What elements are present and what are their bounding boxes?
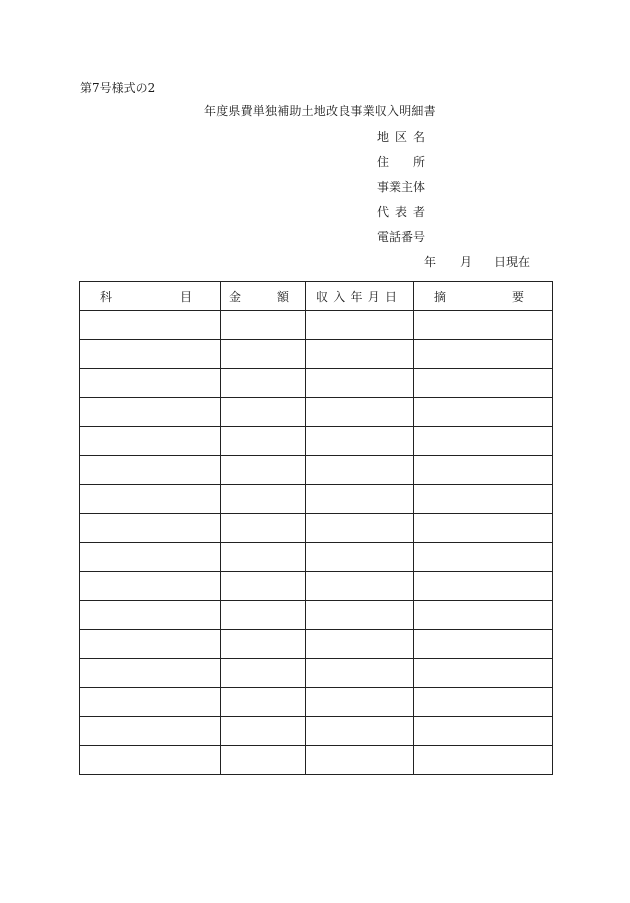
- cell-remarks: [414, 746, 553, 775]
- cell-receipt-date: [306, 485, 414, 514]
- cell-remarks: [414, 311, 553, 340]
- cell-receipt-date: [306, 572, 414, 601]
- cell-receipt-date: [306, 311, 414, 340]
- table-row: [80, 717, 553, 746]
- cell-subject: [80, 717, 221, 746]
- table-row: [80, 311, 553, 340]
- income-details-table: [79, 281, 553, 775]
- cell-amount: [221, 572, 306, 601]
- header-remarks: 摘要: [414, 282, 553, 311]
- header-amount: 金額: [221, 282, 306, 311]
- table-row: [80, 427, 553, 456]
- cell-remarks: [414, 572, 553, 601]
- applicant-fields: [377, 130, 527, 255]
- cell-remarks: [414, 688, 553, 717]
- cell-receipt-date: [306, 746, 414, 775]
- as-of-date: [420, 255, 530, 269]
- field-label: 事業主体: [377, 180, 426, 194]
- cell-amount: [221, 601, 306, 630]
- date-month-label: 月: [460, 255, 473, 269]
- cell-remarks: [414, 427, 553, 456]
- cell-subject: [80, 746, 221, 775]
- cell-receipt-date: [306, 514, 414, 543]
- cell-amount: [221, 717, 306, 746]
- cell-receipt-date: [306, 601, 414, 630]
- field-project-entity: [377, 180, 527, 205]
- cell-amount: [221, 427, 306, 456]
- table-row: [80, 746, 553, 775]
- cell-receipt-date: [306, 340, 414, 369]
- cell-subject: [80, 514, 221, 543]
- cell-remarks: [414, 485, 553, 514]
- cell-remarks: [414, 543, 553, 572]
- cell-amount: [221, 659, 306, 688]
- table-body: [80, 311, 553, 775]
- cell-receipt-date: [306, 456, 414, 485]
- cell-remarks: [414, 340, 553, 369]
- cell-subject: [80, 688, 221, 717]
- cell-remarks: [414, 630, 553, 659]
- cell-subject: [80, 369, 221, 398]
- cell-subject: [80, 630, 221, 659]
- cell-receipt-date: [306, 659, 414, 688]
- table-row: [80, 659, 553, 688]
- table-row: [80, 485, 553, 514]
- cell-receipt-date: [306, 427, 414, 456]
- table-row: [80, 543, 553, 572]
- table-row: [80, 340, 553, 369]
- cell-remarks: [414, 398, 553, 427]
- field-label: 地区名: [377, 130, 425, 144]
- cell-amount: [221, 456, 306, 485]
- form-number: 第7号様式の2: [80, 81, 156, 95]
- header-receipt-date: 収入年月日: [306, 282, 414, 311]
- table-row: [80, 688, 553, 717]
- cell-remarks: [414, 717, 553, 746]
- cell-amount: [221, 514, 306, 543]
- table-row: [80, 630, 553, 659]
- cell-subject: [80, 543, 221, 572]
- table-row: [80, 369, 553, 398]
- cell-amount: [221, 485, 306, 514]
- field-district-name: [377, 130, 527, 155]
- cell-subject: [80, 340, 221, 369]
- table-row: [80, 456, 553, 485]
- cell-remarks: [414, 659, 553, 688]
- field-label: 住所: [377, 155, 425, 169]
- cell-amount: [221, 630, 306, 659]
- document-title: 年度県費単独補助土地改良事業収入明細書: [204, 104, 436, 118]
- cell-subject: [80, 659, 221, 688]
- cell-remarks: [414, 456, 553, 485]
- date-year-label: 年: [424, 255, 437, 269]
- cell-subject: [80, 311, 221, 340]
- cell-subject: [80, 398, 221, 427]
- cell-receipt-date: [306, 717, 414, 746]
- cell-receipt-date: [306, 398, 414, 427]
- cell-amount: [221, 340, 306, 369]
- table-row: [80, 572, 553, 601]
- cell-remarks: [414, 514, 553, 543]
- cell-subject: [80, 485, 221, 514]
- field-address: [377, 155, 527, 180]
- table-row: [80, 514, 553, 543]
- cell-subject: [80, 601, 221, 630]
- cell-receipt-date: [306, 688, 414, 717]
- cell-amount: [221, 746, 306, 775]
- field-phone-number: [377, 230, 527, 255]
- cell-receipt-date: [306, 543, 414, 572]
- cell-subject: [80, 456, 221, 485]
- table-row: [80, 398, 553, 427]
- date-day-label: 日現在: [494, 255, 531, 269]
- cell-subject: [80, 427, 221, 456]
- table-header-row: [80, 282, 553, 311]
- cell-amount: [221, 543, 306, 572]
- field-label: 電話番号: [377, 230, 426, 244]
- table-row: [80, 601, 553, 630]
- cell-amount: [221, 398, 306, 427]
- cell-amount: [221, 369, 306, 398]
- cell-receipt-date: [306, 630, 414, 659]
- cell-amount: [221, 311, 306, 340]
- cell-receipt-date: [306, 369, 414, 398]
- header-subject: 科目: [80, 282, 221, 311]
- cell-remarks: [414, 369, 553, 398]
- cell-remarks: [414, 601, 553, 630]
- cell-subject: [80, 572, 221, 601]
- field-representative: [377, 205, 527, 230]
- field-label: 代表者: [377, 205, 425, 219]
- cell-amount: [221, 688, 306, 717]
